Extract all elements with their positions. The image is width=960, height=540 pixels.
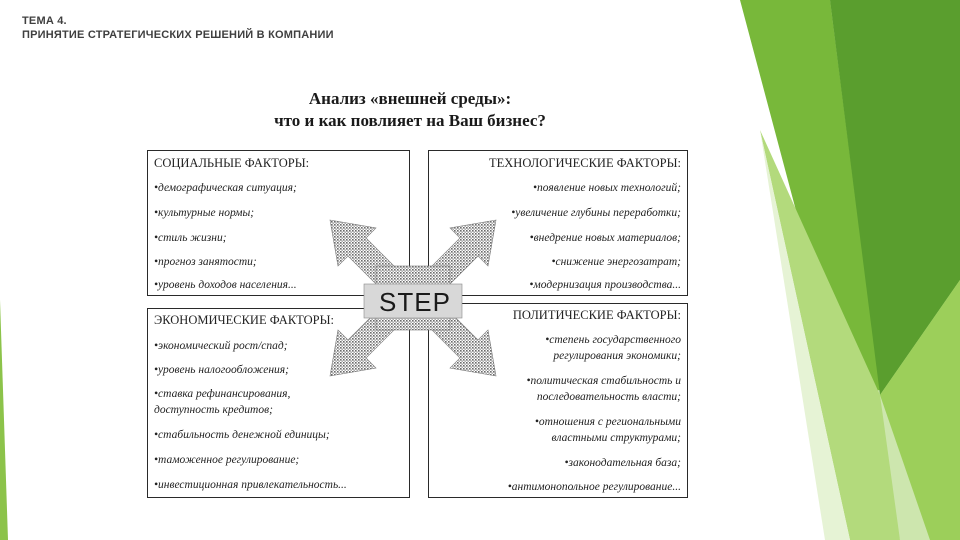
- social-factor-item: •уровень доходов населения...: [154, 279, 297, 291]
- political-factor-item: властными структурами;: [551, 432, 681, 444]
- economic-factor-item: •экономический рост/спад;: [154, 340, 288, 352]
- political-factor-item: регулирования экономики;: [553, 350, 681, 362]
- economic-factor-item: •уровень налогообложения;: [154, 364, 289, 376]
- political-factor-item: •степень государственного: [545, 334, 681, 346]
- political-factor-item: •антимонопольное регулирование...: [507, 481, 681, 493]
- technological-factor-item: •модернизация производства...: [529, 279, 681, 291]
- political-factor-item: •отношения с региональными: [534, 416, 681, 428]
- social-factor-item: •демографическая ситуация;: [154, 182, 297, 194]
- social-factor-item: •стиль жизни;: [154, 232, 227, 244]
- political-factor-item: •законодательная база;: [564, 457, 681, 469]
- topic-heading: [22, 14, 334, 42]
- technological-factor-item: •внедрение новых материалов;: [529, 232, 681, 244]
- social-factor-item: •прогноз занятости;: [154, 256, 257, 268]
- title-line-1: Анализ «внешней среды»:: [308, 89, 512, 108]
- economic-factor-item: •инвестиционная привлекательность...: [154, 479, 347, 491]
- social-factor-item: •культурные нормы;: [154, 207, 255, 219]
- topic-number: ТЕМА 4.: [22, 15, 67, 27]
- topic-title: ПРИНЯТИЕ СТРАТЕГИЧЕСКИХ РЕШЕНИЙ В КОМПАНИИ: [22, 29, 334, 41]
- technological-factors-header: ТЕХНОЛОГИЧЕСКИЕ ФАКТОРЫ:: [489, 156, 681, 170]
- technological-factor-item: •увеличение глубины переработки;: [511, 207, 681, 219]
- step-label: STEP: [379, 287, 451, 317]
- economic-factor-item: •ставка рефинансирования,: [154, 388, 291, 400]
- technological-factor-item: •появление новых технологий;: [532, 182, 681, 194]
- title-line-2: что и как повлияет на Ваш бизнес?: [274, 111, 546, 130]
- economic-factors-header: ЭКОНОМИЧЕСКИЕ ФАКТОРЫ:: [154, 313, 334, 327]
- political-factor-item: •политическая стабильность и: [526, 375, 681, 387]
- slide-title: [200, 88, 620, 132]
- technological-factor-item: •снижение энергозатрат;: [551, 256, 681, 268]
- social-factors-header: СОЦИАЛЬНЫЕ ФАКТОРЫ:: [154, 156, 310, 170]
- political-factors-header: ПОЛИТИЧЕСКИЕ ФАКТОРЫ:: [512, 308, 681, 322]
- economic-factor-item: •стабильность денежной единицы;: [154, 429, 330, 441]
- economic-factor-item: доступность кредитов;: [154, 404, 273, 416]
- political-factor-item: последовательность власти;: [536, 391, 681, 403]
- economic-factor-item: •таможенное регулирование;: [154, 454, 300, 466]
